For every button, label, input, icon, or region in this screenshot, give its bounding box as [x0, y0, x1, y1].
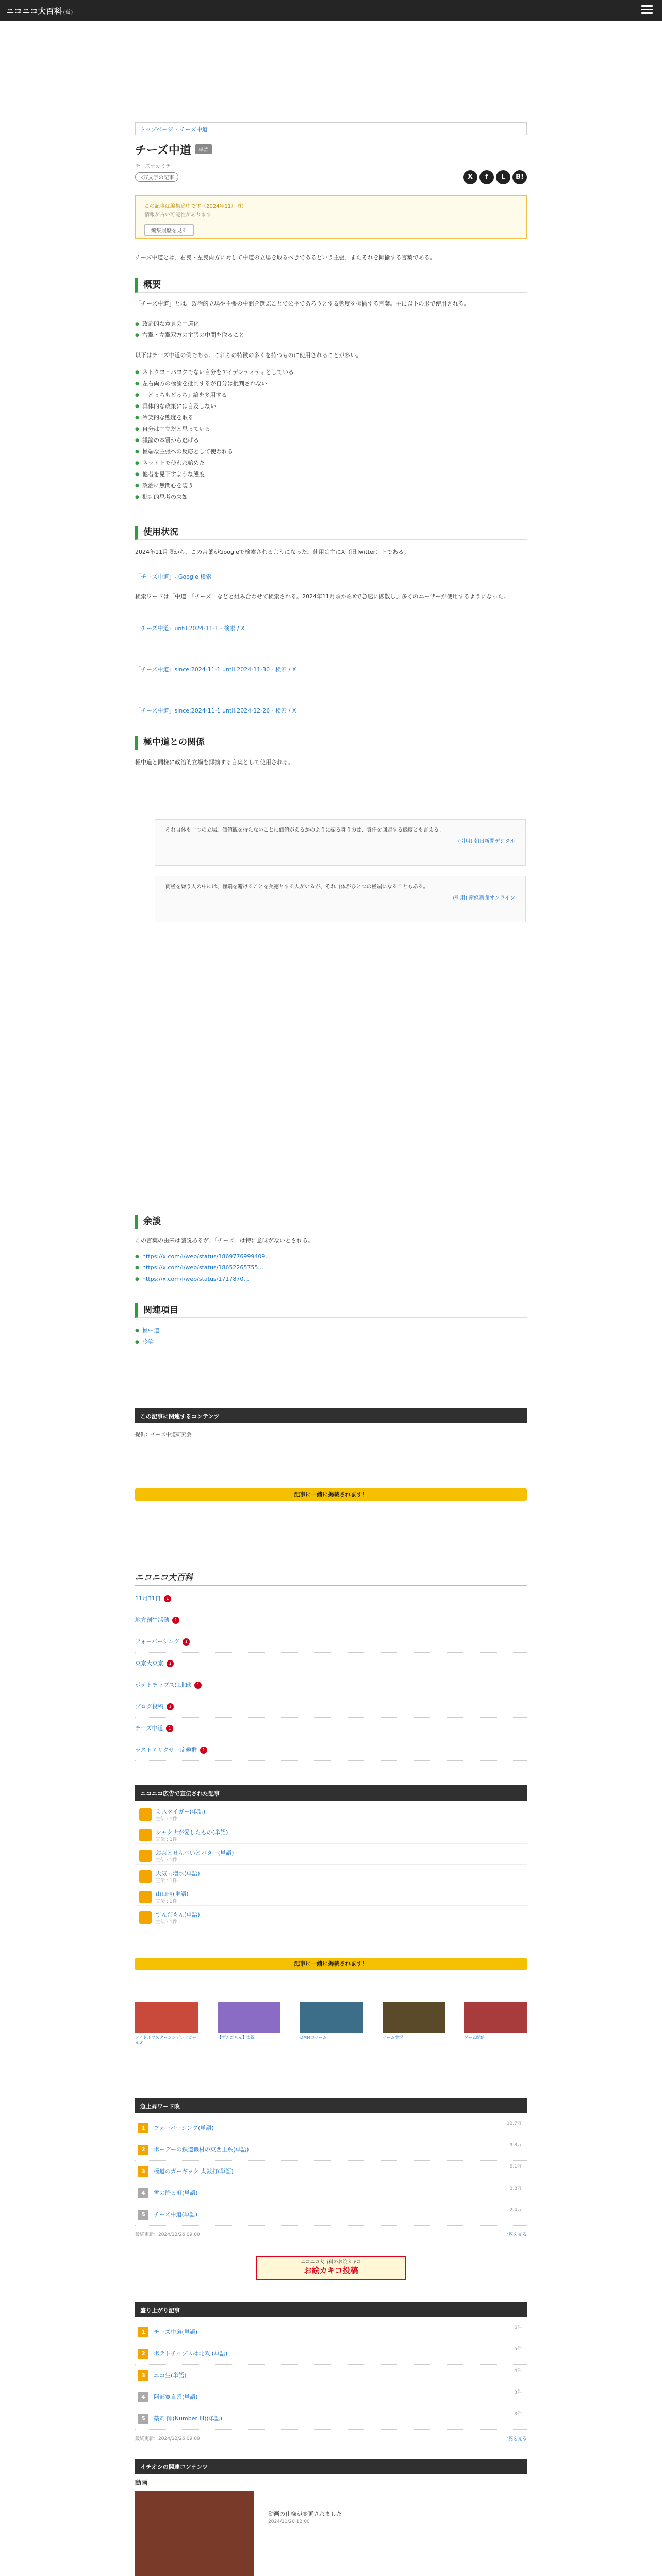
usage-link: 「チーズ中道」until:2024-11-1 - 検索 / X	[135, 625, 245, 632]
quote-text: それ自体も一つの立場。価値観を持たないことに価値があるかのように振る舞うのは、責任を回避する態度とも言える。	[166, 827, 444, 833]
recommend-header: イチオシの関連コンテンツ	[135, 2459, 527, 2474]
ad-thumbnail[interactable]: ゲーム配信	[464, 2002, 527, 2045]
list-item: ● 冷笑的な態度を取る	[135, 412, 527, 423]
popular-row[interactable]: 1 チーズ中道(単語) 6件	[135, 2321, 527, 2343]
article-size-tag: 3万文字の記事	[135, 172, 178, 182]
external-link[interactable]: ● https://x.com/i/web/status/1717870...	[135, 1274, 527, 1285]
dictionary-item[interactable]: フォーバーシング 1	[135, 1631, 527, 1653]
related-items-list	[135, 1325, 527, 1348]
popular-row[interactable]: 2 ポテトチップスは北欧 (単語) 5件	[135, 2343, 527, 2365]
overview-bullet: ● 右翼・左翼双方の主張の中間を取ること	[135, 330, 527, 341]
recommend-video[interactable]	[135, 2491, 254, 2576]
overview-bullets	[135, 318, 527, 341]
popular-row[interactable]: 5 薬剤 師(Number III)(単語) 3件	[135, 2408, 527, 2430]
dictionary-item[interactable]: 地方創生活動 1	[135, 1609, 527, 1631]
breadcrumb-home[interactable]: トップページ	[140, 126, 174, 133]
overview-bullet: ● 政治的な意見の中道化	[135, 318, 527, 330]
ad-publish-button[interactable]: 記事に一緒に掲載されます！	[135, 1488, 527, 1501]
list-item: ● ネット上で使われ始めた	[135, 457, 527, 469]
related-field-text: 極中道と同様に政治的立場を揶揄する言葉として使用される。	[135, 759, 294, 766]
hatena-icon[interactable]: B!	[512, 170, 527, 184]
article-icon	[139, 1829, 152, 1841]
dictionary-item[interactable]: 東京大東京 1	[135, 1653, 527, 1674]
dictionary-title: ニコニコ大百科	[135, 1572, 527, 1586]
video-date: 2024/11/20 12:00	[268, 2519, 310, 2524]
related-item[interactable]: ● 極中道	[135, 1325, 527, 1336]
article-icon	[139, 1850, 152, 1862]
x-icon[interactable]: X	[463, 170, 477, 184]
list-item: ● 政治に無関心を装う	[135, 480, 527, 492]
advertised-article[interactable]: お茶とせんべいとバター(単語) 宣伝 : 1件	[135, 1847, 527, 1865]
article-icon	[139, 1891, 152, 1903]
share-buttons	[444, 170, 527, 185]
dictionary-item[interactable]: ポテトチップスは北欧 1	[135, 1674, 527, 1696]
page-title: チーズ中道	[135, 144, 191, 157]
advertised-article[interactable]: 天気雨増水(単語) 宣伝 : 1件	[135, 1868, 527, 1885]
ad-thumbnail[interactable]: 【ずんだもん】実況	[218, 2002, 280, 2045]
recommend-video-subheading: 動画	[135, 2479, 148, 2486]
trending-row[interactable]: 2 ポーデーの鉄道機材の東西上系(単語) 9.8万	[135, 2139, 527, 2161]
section-heading-related-field: 極中道との関係	[135, 736, 527, 750]
section-heading-overview: 概要	[135, 278, 527, 293]
notice-line-1: この記事は編集途中です（2024年11月頃）	[144, 204, 247, 209]
advertised-articles-header: ニコニコ広告で宣伝された記事	[135, 1785, 527, 1801]
video-title[interactable]: 動画の仕様が変更されました	[268, 2511, 342, 2517]
ad-thumbnail[interactable]: ゲーム実況	[383, 2002, 445, 2045]
external-link[interactable]: ● https://x.com/i/web/status/18652265755...	[135, 1262, 527, 1274]
section-heading-usage: 使用状況	[135, 526, 527, 540]
external-link[interactable]: ● https://x.com/i/web/status/1869776999409...	[135, 1251, 527, 1262]
section-heading-misc: 余談	[135, 1215, 527, 1229]
quote-text: 両極を嫌う人の中には、極端を避けることを美徳とする人がいるが、それ自体がひとつの極端になることもある。	[166, 884, 428, 890]
article-intro: チーズ中道とは、右翼・左翼両方に対して中道の立場を取るべきであるという主張、またそれを揶揄する言葉である。	[135, 254, 436, 261]
overview-text: 「チーズ中道」とは、政治的立場や主張の中間を選ぶことで公平であろうとする態度を揶揄する言葉。主に以下の形で使用される。	[135, 300, 470, 307]
quote-block	[155, 819, 526, 866]
trending-updated: 最終更新：2024/12/26 09:00	[135, 2232, 200, 2238]
popular-row[interactable]: 4 阿部寛直系(単語) 3件	[135, 2386, 527, 2408]
list-item: ● 他者を見下すような態度	[135, 469, 527, 480]
related-contents-header: この記事に関連するコンテンツ	[135, 1408, 527, 1423]
ad-publish-button[interactable]: 記事に一緒に掲載されます！	[135, 1958, 527, 1970]
popular-header: 盛り上がり記事	[135, 2302, 527, 2317]
trending-row[interactable]: 4 雪の降る町(単語) 3.8万	[135, 2182, 527, 2204]
notice-line-2: 情報が古い可能性があります	[144, 212, 211, 218]
list-item: ● 批判的思考の欠如	[135, 492, 527, 503]
title-row	[135, 142, 527, 162]
misc-links	[135, 1251, 527, 1285]
list-item: ● 議論の本質から逃げる	[135, 435, 527, 446]
popular-see-more[interactable]: 一覧を見る	[503, 2436, 527, 2442]
trending-header: 急上昇ワード改	[135, 2098, 527, 2113]
advertised-article[interactable]: 山口晴(単語) 宣伝 : 1件	[135, 1888, 527, 1906]
top-navigation-bar	[0, 0, 662, 21]
section-heading-related-items: 関連項目	[135, 1303, 527, 1318]
line-icon[interactable]: L	[496, 170, 510, 184]
list-item: ● 極端な主張への反応として使われる	[135, 446, 527, 457]
list-item: ● 左右両方の極論を批判するが自分は批判されない	[135, 378, 527, 389]
list-item: ● ネトウヨ・パヨクでない自分をアイデンティティとしている	[135, 367, 527, 378]
breadcrumb-current[interactable]: チーズ中道	[179, 126, 208, 133]
article-icon	[139, 1911, 152, 1924]
list-item: ● 自分は中立だと思っている	[135, 423, 527, 435]
ad-thumbnails	[135, 2002, 527, 2045]
usage-text-2: 検索ワードは「中道」「チーズ」などと組み合わせて検索される。2024年11月頃からXで急速に拡散し、多くのユーザーが使用するようになった。	[135, 593, 509, 600]
video-thumbnail	[135, 2491, 254, 2576]
trending-row[interactable]: 1 フォーバーシング(単語) 12.7万	[135, 2117, 527, 2139]
overview-text-2: 以下はチーズ中道の例である。これらの特徴の多くを持つものに使用されることが多い。	[135, 352, 362, 359]
overview-list	[135, 367, 527, 503]
oekakiko-banner[interactable]: ニコニコ大百科のお絵カキコ お絵カキコ投稿	[256, 2256, 406, 2280]
dictionary-item[interactable]: ブログ投稿 1	[135, 1696, 527, 1718]
related-item[interactable]: ● 冷笑	[135, 1336, 527, 1348]
advertised-article[interactable]: ずんだもん(単語) 宣伝 : 1件	[135, 1909, 527, 1926]
dictionary-list	[135, 1588, 527, 1761]
dictionary-item[interactable]: チーズ中道 1	[135, 1718, 527, 1739]
dictionary-item[interactable]: 11月31日 1	[135, 1588, 527, 1609]
popular-row[interactable]: 3 ニコ生(単語) 4件	[135, 2365, 527, 2386]
usage-text-1: 2024年11月頃から、この言葉がGoogleで検索されるようになった。使用は主にX（旧Twitter）上である。	[135, 549, 410, 555]
related-contents-desc: 提供：チーズ中道研究会	[135, 1432, 192, 1438]
facebook-icon[interactable]: f	[479, 170, 494, 184]
hamburger-menu-icon[interactable]	[641, 5, 653, 15]
usage-link: 「チーズ中道」since:2024-11-1 until:2024-11-30 - 検索 / X	[135, 666, 296, 673]
editing-notice	[135, 195, 527, 239]
trending-row[interactable]: 5 チーズ中道(単語) 2.4万	[135, 2204, 527, 2226]
usage-link: 「チーズ中道」since:2024-11-1 until:2024-12-26 - 検索 / X	[135, 707, 296, 714]
site-logo[interactable]: ニコニコ大百科 (仮)	[6, 7, 73, 16]
dictionary-item[interactable]: ラストエリクサー症候群 1	[135, 1739, 527, 1761]
advertised-article[interactable]: ミスタイガー(単語) 宣伝 : 1件	[135, 1806, 527, 1823]
usage-link: 「チーズ中道」- Google 検索	[135, 573, 212, 580]
list-item: ● 「どっちもどっち」論を多用する	[135, 389, 527, 401]
ad-thumbnail[interactable]: DMMのゲーム	[300, 2002, 363, 2045]
trending-see-more[interactable]: 一覧を見る	[503, 2232, 527, 2238]
misc-text: この言葉の由来は諸説あるが、「チーズ」は特に意味がないとされる。	[135, 1237, 313, 1244]
trending-row[interactable]: 3 極道のガーギック 太鼓打(単語) 5.1万	[135, 2161, 527, 2182]
quote-source[interactable]: (引用) 朝日新聞デジタル	[458, 839, 515, 844]
edit-history-button[interactable]: 編集履歴を見る	[144, 224, 194, 236]
advertised-article[interactable]: シャクナが愛したもの(単語) 宣伝 : 1件	[135, 1826, 527, 1844]
list-item: ● 具体的な政策には言及しない	[135, 401, 527, 412]
article-reading: チーズナカミチ	[135, 164, 171, 170]
quote-source[interactable]: (引用) 産経新聞オンライン	[453, 895, 515, 901]
article-type-badge: 単語	[195, 144, 212, 154]
article-icon	[139, 1870, 152, 1883]
ad-thumbnail[interactable]: アイドルマスターシンデレラガールズ	[135, 2002, 198, 2045]
quote-block	[155, 876, 526, 922]
popular-updated: 最終更新：2024/12/26 09:00	[135, 2436, 200, 2442]
breadcrumb: トップページ › チーズ中道	[135, 122, 527, 135]
article-icon	[139, 1808, 152, 1821]
